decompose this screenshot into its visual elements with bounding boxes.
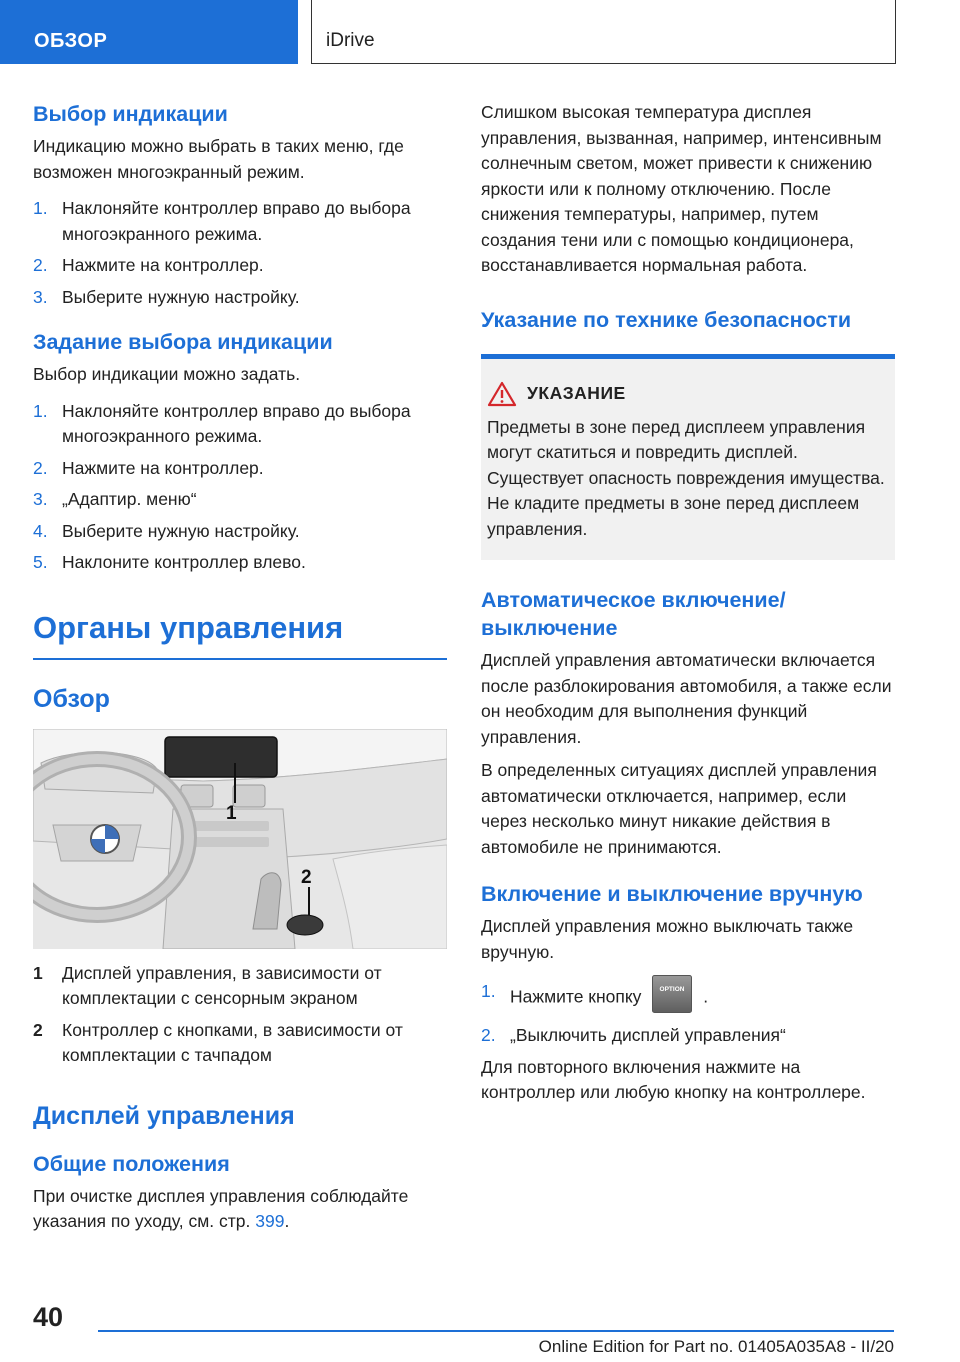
heading-select-display: Выбор индикации xyxy=(33,102,228,126)
list-item: 3. „Адаптир. меню“ xyxy=(33,489,197,509)
list-item: 5. Наклоните контроллер влево. xyxy=(33,552,306,572)
chapter-header xyxy=(311,0,896,64)
callout-2: 2 xyxy=(301,866,312,888)
section-title: ОБЗОР xyxy=(34,30,108,52)
heading-manual-onoff: Включение и выключение вручную xyxy=(481,882,863,906)
paragraph-manual-outro: Для повторного включения нажмите на контроллер или любую кнопку на контроллере. xyxy=(481,1056,866,1102)
list-item: 1. Наклоняйте контроллер вправо до выбора многоэкранного режима. xyxy=(33,400,411,446)
warning-triangle-icon xyxy=(487,381,517,407)
heading-controls: Органы управления xyxy=(33,609,344,645)
page-reference-link[interactable]: 399 xyxy=(255,1211,285,1231)
notice-box xyxy=(481,354,895,561)
notice-text: Предметы в зоне перед дисплеем управления могут скатиться и повредить дисплей. Существует опасность повреждения имущества. Не кладите предметы в зоне перед дисплеем управления. xyxy=(487,416,885,539)
right-column xyxy=(481,100,895,1106)
heading-set-selection: Задание выбора индикации xyxy=(33,330,333,354)
list-item: 4. Выберите нужную настройку. xyxy=(33,520,300,541)
steps-set xyxy=(33,399,447,576)
paragraph-auto-1: Дисплей управления автоматически включается после разблокирования автомобиля, а также если он необходим для выполнения функций управления. xyxy=(481,650,892,747)
callout-1: 1 xyxy=(226,802,237,824)
list-item: 2. Нажмите на контроллер. xyxy=(33,255,264,275)
notice-title: УКАЗАНИЕ xyxy=(527,383,626,403)
paragraph-general: При очистке дисплея управления соблюдайте указания по уходу, см. стр. 399. xyxy=(33,1185,409,1231)
paragraph-heat: Слишком высокая температура дисплея управления, вызванная, например, интенсивным солнечным светом, может привести к снижению яркости или к полному отключению. После снижения температуры, например, путем создания тени или с помощью кондиционера, восстанавливается нормальная работа. xyxy=(481,102,882,275)
legend-item: 2 Контроллер с кнопками, в зависимости от комплектации с тачпадом xyxy=(33,1019,403,1065)
paragraph-set-intro: Выбор индикации можно задать. xyxy=(33,364,301,384)
steps-manual xyxy=(481,979,895,1049)
paragraph-manual-intro: Дисплей управления можно выключать также вручную. xyxy=(481,916,854,962)
list-item: 2. „Выключить дисплей управления“ xyxy=(481,1025,786,1045)
section-tab xyxy=(0,0,298,64)
cockpit-illustration xyxy=(33,729,447,949)
heading-overview: Обзор xyxy=(33,684,110,713)
notice-header xyxy=(487,381,887,407)
heading-control-display: Дисплей управления xyxy=(33,1101,295,1130)
list-item: 3. Выберите нужную настройку. xyxy=(33,286,300,307)
heading-general: Общие положения xyxy=(33,1151,230,1176)
steps-select xyxy=(33,196,447,310)
heading-auto-onoff: Автоматическое включение/выключение xyxy=(481,588,786,640)
paragraph-select-intro: Индикацию можно выбрать в таких меню, где возможен многоэкранный режим. xyxy=(33,136,404,182)
cockpit-drawing xyxy=(33,729,447,949)
list-item: 1. Наклоняйте контроллер вправо до выбора многоэкранного режима. xyxy=(33,198,411,244)
legend-item: 1 Дисплей управления, в зависимости от комплектации с сенсорным экраном xyxy=(33,962,382,1008)
list-item: 2. Нажмите на контроллер. xyxy=(33,457,264,478)
page-number: 40 xyxy=(33,1302,64,1332)
footer-rule xyxy=(98,1330,894,1332)
edition-footer: Online Edition for Part no. 01405A035A8 - II/20 xyxy=(538,1337,894,1356)
heading-rule xyxy=(33,658,447,660)
svg-text:OPTION: OPTION xyxy=(659,986,685,993)
left-column xyxy=(33,100,447,1235)
option-button-icon xyxy=(652,975,692,1013)
heading-safety: Указание по технике безопасности xyxy=(481,307,852,332)
paragraph-auto-2: В определенных ситуациях дисплей управления автоматически отключается, например, если через несколько минут никакие действия в автомобиле не принимаются. xyxy=(481,760,877,857)
list-item: 1. Нажмите кнопку OPTION . xyxy=(481,979,895,1017)
chapter-title: iDrive xyxy=(326,30,375,51)
figure-legend xyxy=(33,961,447,1069)
